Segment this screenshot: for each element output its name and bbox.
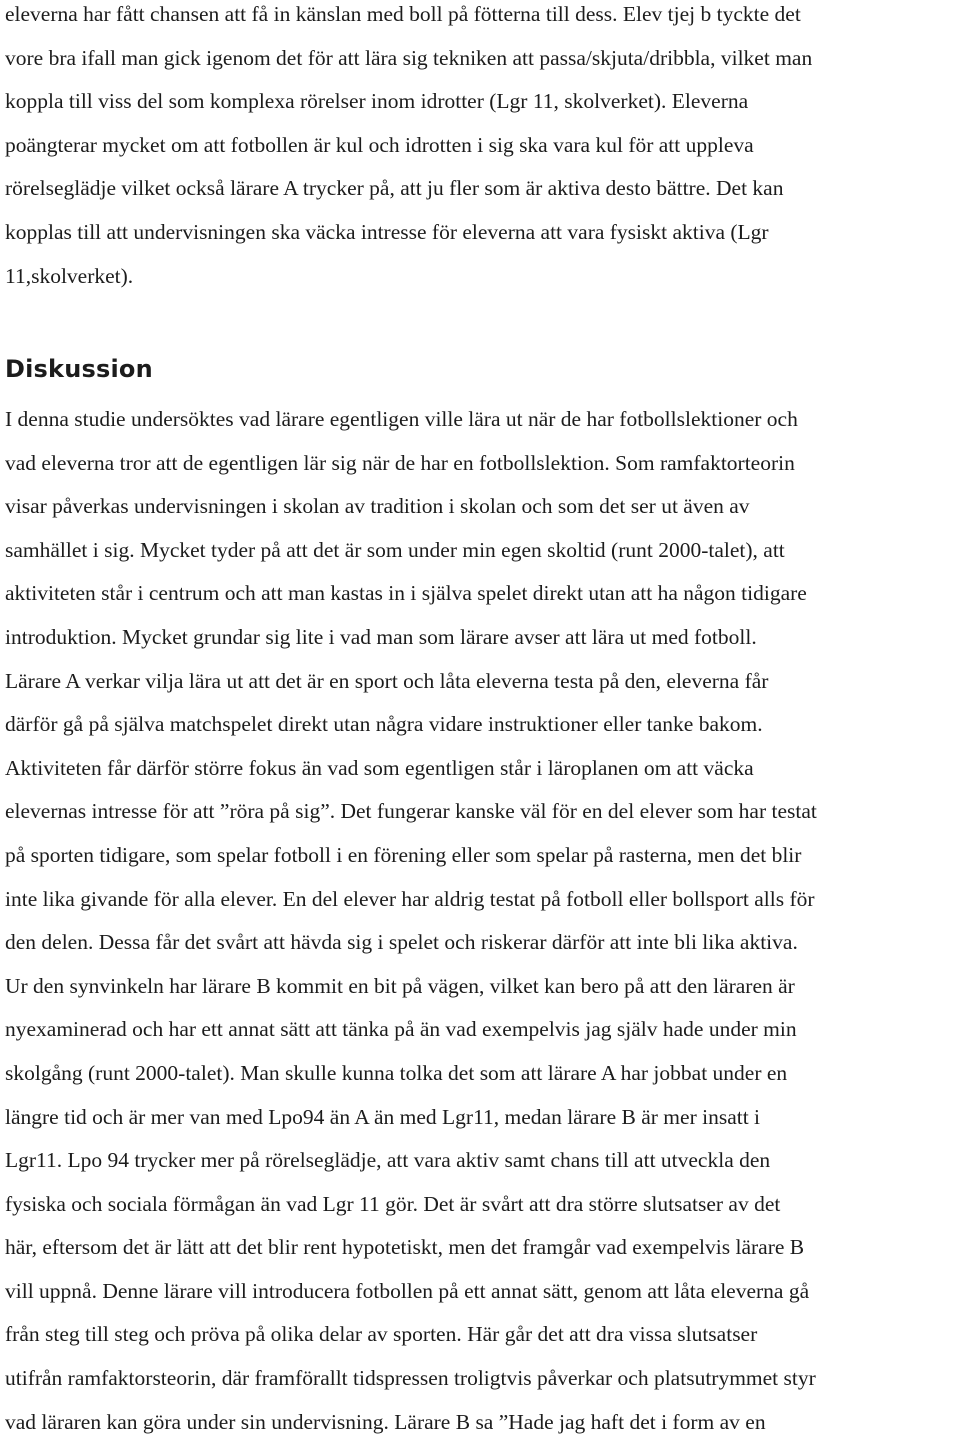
text-line: den delen. Dessa får det svårt att hävda sig i spelet och riskerar därför att inte bli lika aktiva.: [5, 930, 798, 955]
text-line: visar påverkas undervisningen i skolan av tradition i skolan och som det ser ut även av: [5, 494, 750, 519]
text-line: rörelseglädje vilket också lärare A trycker på, att ju fler som är aktiva desto bättre. Det kan: [5, 176, 784, 201]
text-line: elevernas intresse för att ”röra på sig”. Det fungerar kanske väl för en del elever som har testat: [5, 799, 817, 824]
text-line: samhället i sig. Mycket tyder på att det är som under min egen skoltid (runt 2000-talet), att: [5, 537, 785, 562]
text-line: kopplas till att undervisningen ska väcka intresse för eleverna att vara fysiskt aktiva (Lgr: [5, 219, 769, 244]
text-line: skolgång (runt 2000-talet). Man skulle kunna tolka det som att lärare A har jobbat under en: [5, 1060, 788, 1085]
text-line: vill uppnå. Denne lärare vill introducera fotbollen på ett annat sätt, genom att låta eleverna gå: [5, 1278, 810, 1303]
text-line: nyexaminerad och har ett annat sätt att tänka på än vad exempelvis jag själv hade under min: [5, 1017, 797, 1042]
text-line: från steg till steg och pröva på olika delar av sporten. Här går det att dra vissa slutsatser: [5, 1322, 758, 1347]
text-line: vad läraren kan göra under sin undervisning. Lärare B sa ”Hade jag haft det i form av en: [5, 1409, 766, 1434]
section-heading: Diskussion: [5, 355, 153, 383]
text-line: här, eftersom det är lätt att det blir rent hypotetiskt, men det framgår vad exempelvis lärare B: [5, 1235, 805, 1260]
text-line: I denna studie undersöktes vad lärare egentligen ville lära ut när de har fotbollslektioner och: [5, 407, 798, 431]
text-line: aktiviteten står i centrum och att man kastas in i själva spelet direkt utan att ha någon tidigare: [5, 581, 807, 606]
text-line: Ur den synvinkeln har lärare B kommit en bit på vägen, vilket kan bero på att den läraren är: [5, 973, 795, 998]
text-line: eleverna har fått chansen att få in känslan med boll på fötterna till dess. Elev tjej b tyckte det: [5, 2, 801, 26]
text-line: därför gå på själva matchspelet direkt utan några vidare instruktioner eller tanke bakom.: [5, 712, 763, 737]
text-line: Aktiviteten får därför större fokus än vad som egentligen står i läroplanen om att väcka: [5, 755, 754, 780]
text-line: vad eleverna tror att de egentligen lär sig när de har en fotbollslektion. Som ramfaktorteorin: [5, 450, 795, 475]
text-line: på sporten tidigare, som spelar fotboll i en förening eller som spelar på rasterna, men det blir: [5, 842, 802, 867]
text-line: 11,skolverket).: [5, 263, 134, 288]
text-line: utifrån ramfaktorsteorin, där framförallt tidspressen troligtvis påverkar och platsutrymmet styr: [5, 1366, 816, 1391]
text-line: vore bra ifall man gick igenom det för att lära sig tekniken att passa/skjuta/dribbla, vilket man: [5, 45, 813, 70]
text-line: fysiska och sociala förmågan än vad Lgr 11 gör. Det är svårt att dra större slutsatser av det: [5, 1191, 781, 1216]
body-paragraph-intro: [0, 0, 812, 298]
text-line: Lgr11. Lpo 94 trycker mer på rörelseglädje, att vara aktiv samt chans till att utveckla den: [5, 1148, 771, 1173]
text-line: koppla till viss del som komplexa rörelser inom idrotter (Lgr 11, skolverket). Eleverna: [5, 89, 749, 114]
text-line: poängterar mycket om att fotbollen är kul och idrotten i sig ska vara kul för att uppleva: [5, 132, 754, 157]
text-line: Lärare A verkar vilja lära ut att det är en sport och låta eleverna testa på den, eleverna får: [5, 668, 769, 693]
text-line: längre tid och är mer van med Lpo94 än A än med Lgr11, medan lärare B är mer insatt i: [5, 1104, 761, 1129]
text-line: inte lika givande för alla elever. En del elever har aldrig testat på fotboll eller bollsport alls för: [5, 886, 815, 911]
text-line: introduktion. Mycket grundar sig lite i vad man som lärare avser att lära ut med fotboll.: [5, 624, 757, 649]
body-paragraph-discussion: [0, 398, 817, 1438]
